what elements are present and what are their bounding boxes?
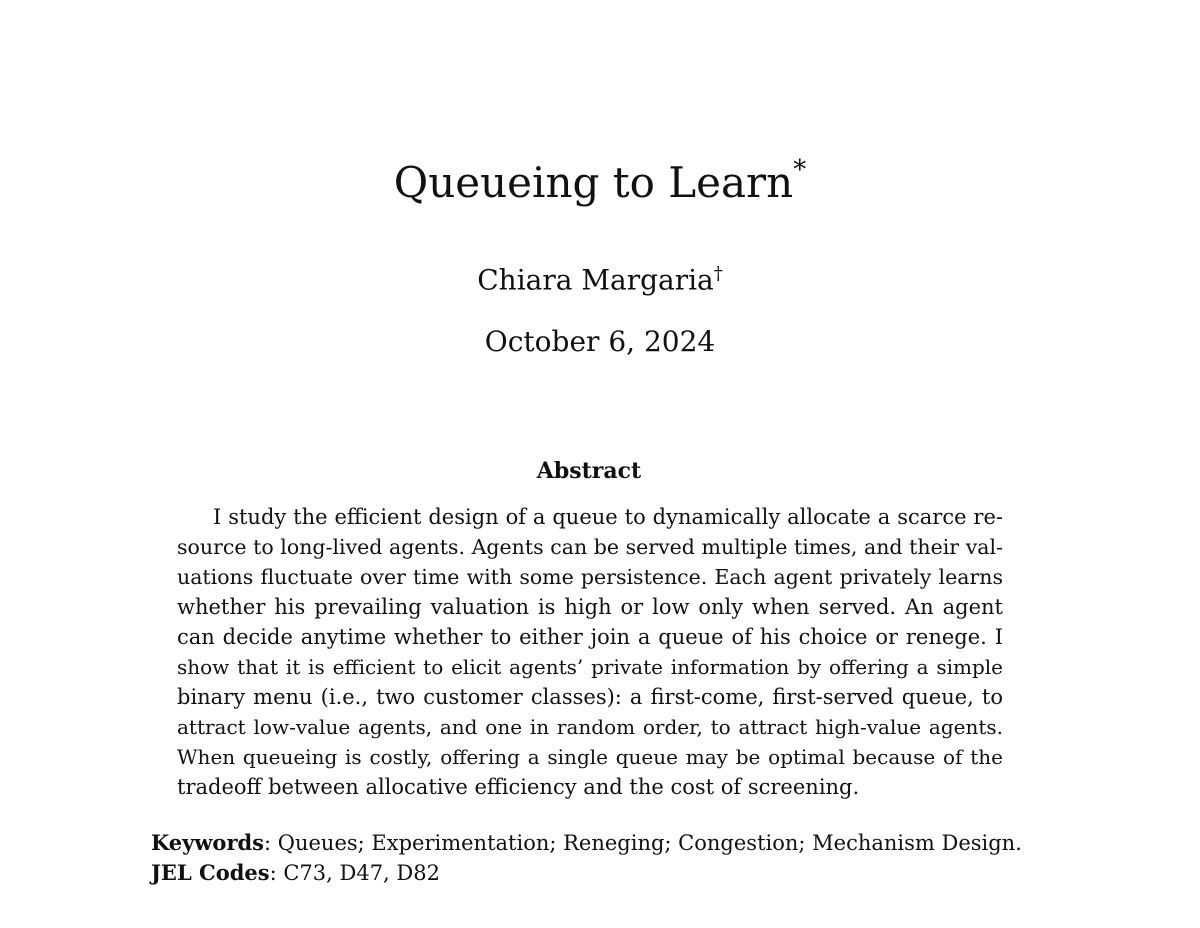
paper-author xyxy=(0,254,1200,300)
abstract-line: source to long-lived agents. Agents can be served multiple times, and their val- xyxy=(177,535,1003,559)
keywords-value: : Queues; Experimentation; Reneging; Congestion; Mechanism Design. xyxy=(264,831,1022,855)
abstract-line: can decide anytime whether to either join a queue of his choice or renege. I xyxy=(177,625,1003,649)
abstract-line: I study the efficient design of a queue to dynamically allocate a scarce re- xyxy=(213,505,1003,529)
jel-codes-label: JEL Codes xyxy=(151,860,270,885)
author-name: Chiara Margaria xyxy=(477,263,714,297)
abstract-line: tradeoff between allocative efficiency and the cost of screening. xyxy=(177,775,860,799)
keywords-label: Keywords xyxy=(151,830,265,855)
abstract-line: whether his prevailing valuation is high or low only when served. An agent xyxy=(177,595,1003,619)
abstract-line: When queueing is costly, offering a single queue may be optimal because of the xyxy=(177,745,1003,769)
abstract-line: attract low-value agents, and one in random order, to attract high-value agents. xyxy=(177,715,1003,739)
abstract-heading: Abstract xyxy=(536,458,642,484)
abstract-line: uations fluctuate over time with some persistence. Each agent privately learns xyxy=(177,565,1003,589)
title-footnote-mark: * xyxy=(793,155,807,185)
abstract-body xyxy=(177,502,1003,802)
author-footnote-mark: † xyxy=(713,263,723,284)
paper-title-text: Queueing to Learn xyxy=(393,158,794,207)
abstract-line: binary menu (i.e., two customer classes): a first-come, first-served queue, to xyxy=(177,685,1003,709)
jel-codes-line xyxy=(151,858,440,888)
paper-date: October 6, 2024 xyxy=(484,325,716,358)
jel-codes-value: : C73, D47, D82 xyxy=(269,861,440,885)
abstract-line: show that it is efficient to elicit agents’ private information by offering a simple xyxy=(177,655,1003,679)
paper-title xyxy=(0,146,1200,211)
keywords-line xyxy=(151,828,1022,858)
